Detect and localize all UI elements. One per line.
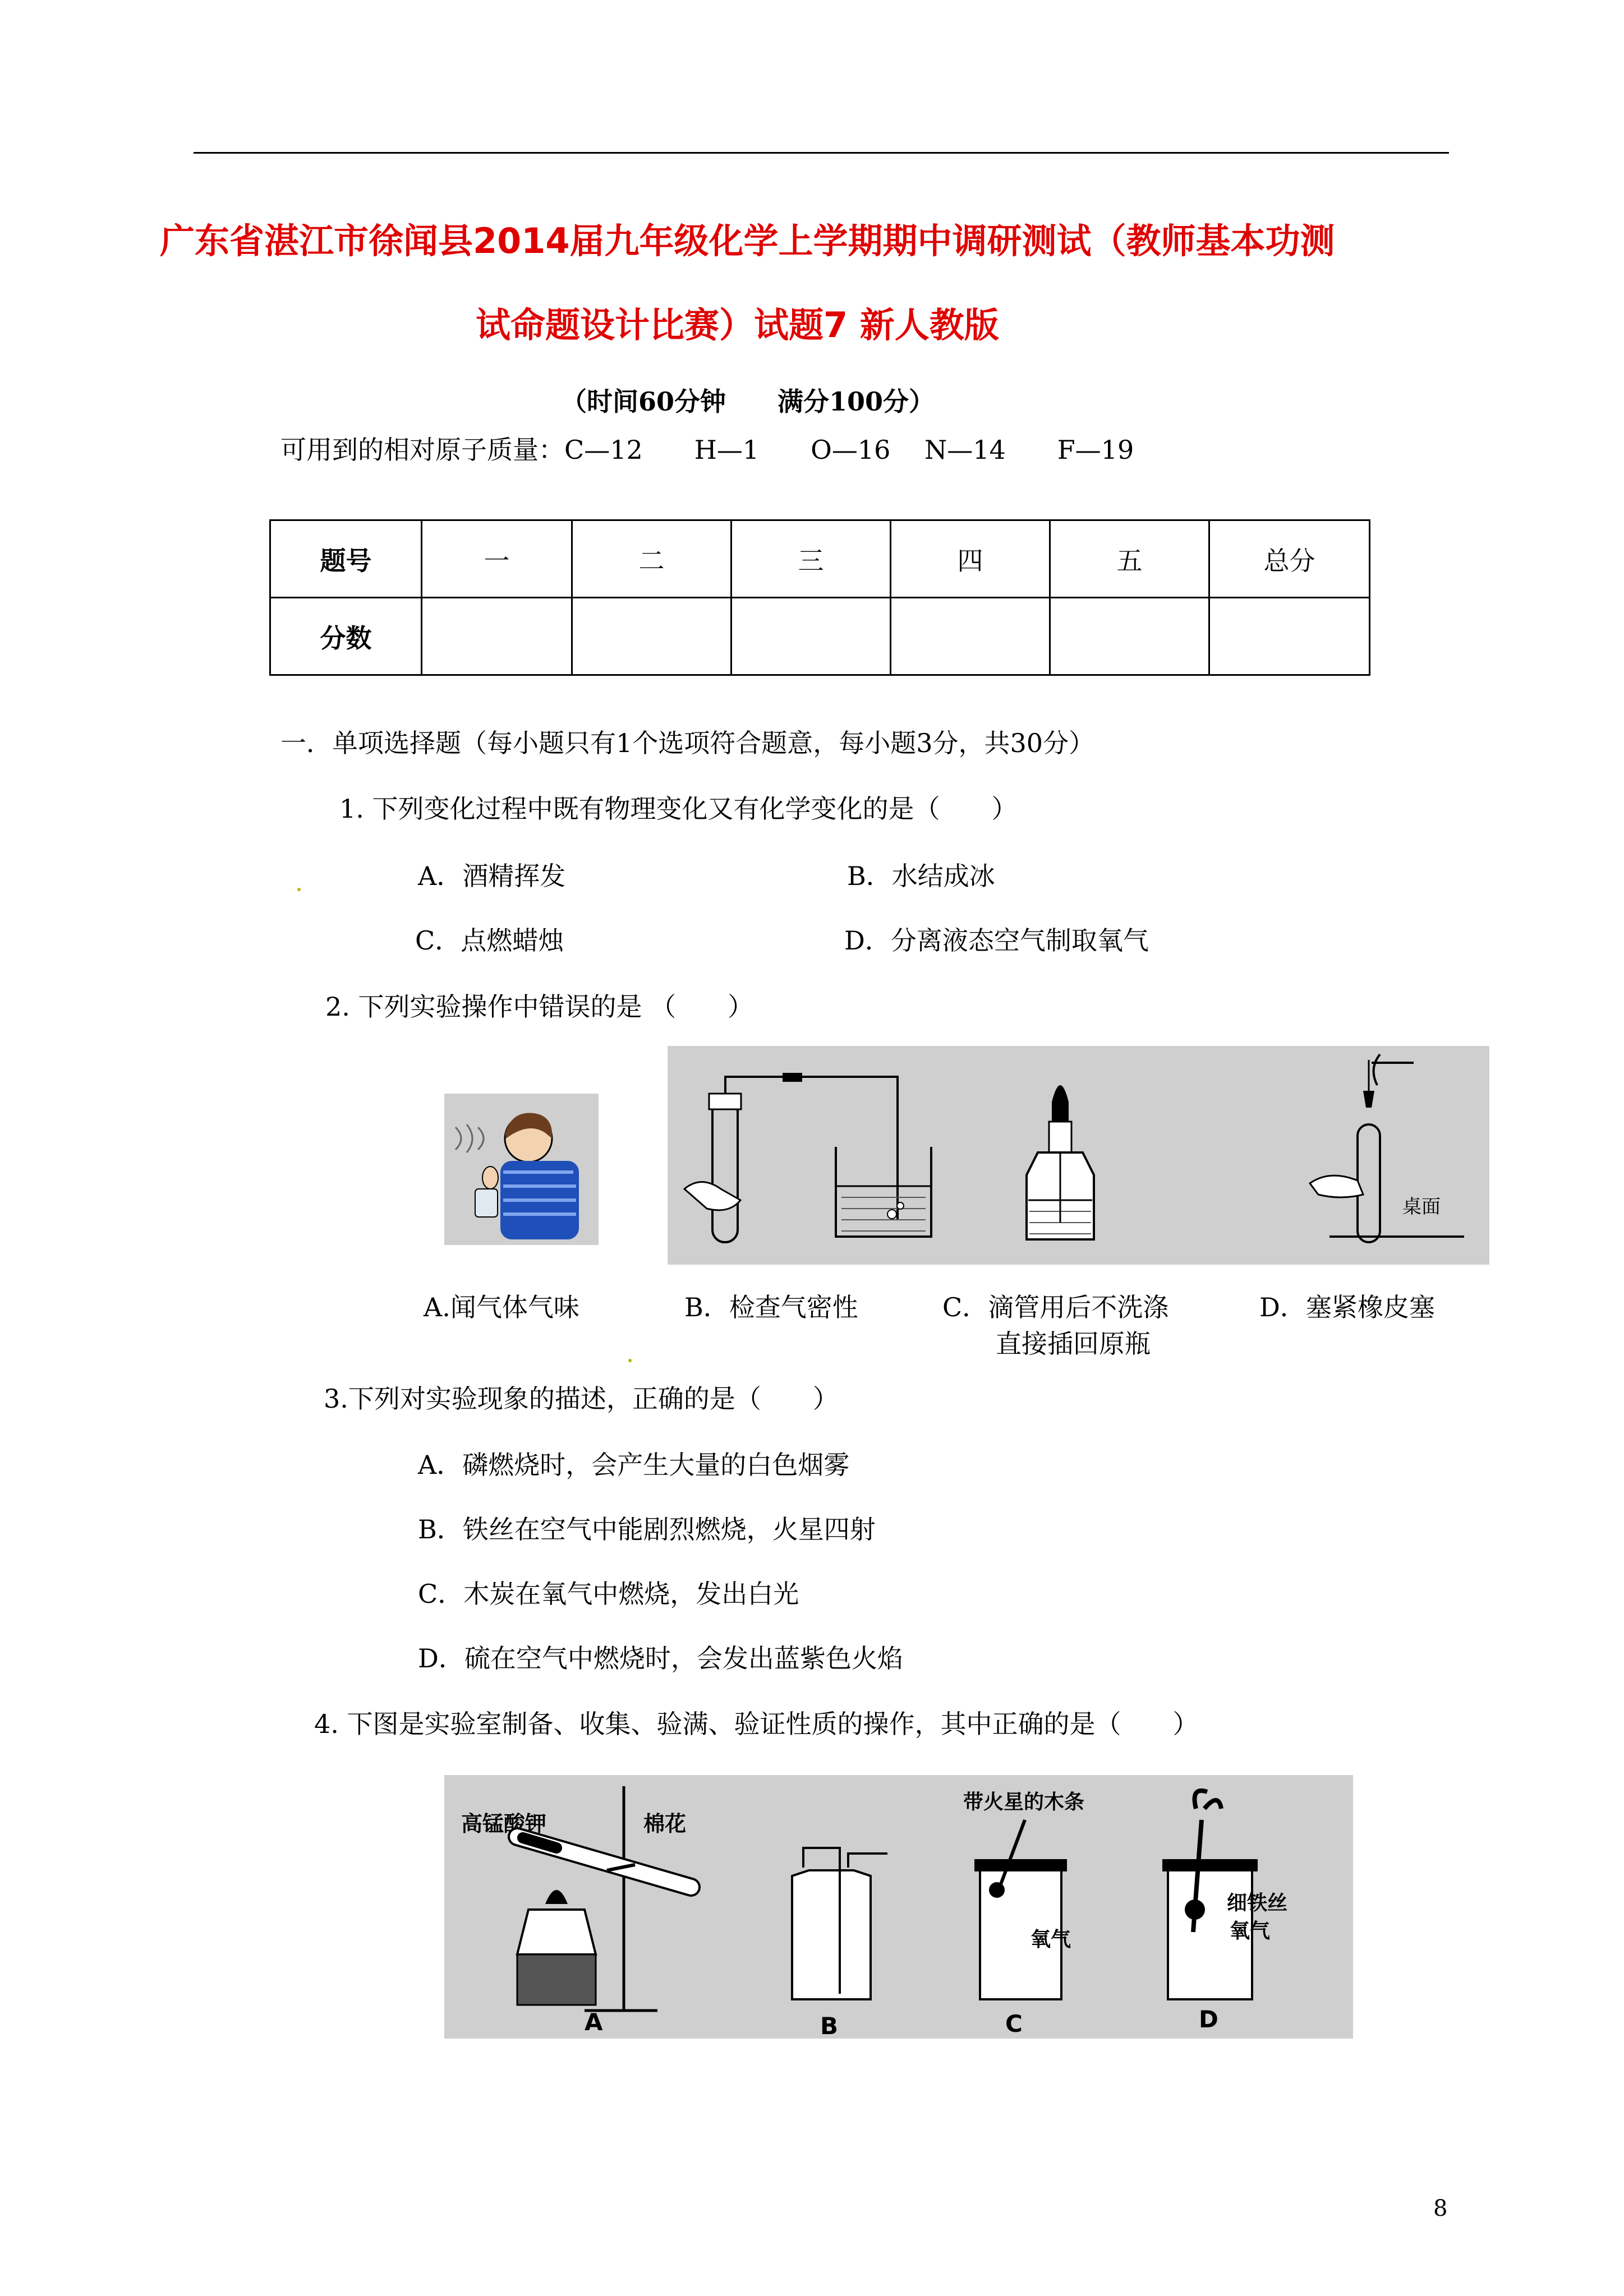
score-table bbox=[269, 519, 1370, 676]
q2-apparatus-figure bbox=[668, 1046, 1489, 1265]
score-cell bbox=[422, 598, 572, 675]
score-table-header-row bbox=[270, 520, 1370, 598]
atomic-mass-line: 可用到的相对原子质量：C—12 H—1 O—16 N—14 F—19 bbox=[280, 435, 1134, 465]
q1-option-b: B．水结成冰 bbox=[847, 861, 995, 891]
splint-label: 带火星的木条 bbox=[963, 1791, 1085, 1814]
oxygen-label-d: 氧气 bbox=[1230, 1920, 1271, 1943]
column-header: 三 bbox=[732, 520, 891, 598]
column-header: 五 bbox=[1050, 520, 1209, 598]
q1-option-c: C．点燃蜡烛 bbox=[415, 925, 564, 956]
page-number: 8 bbox=[1433, 2196, 1448, 2221]
q1-option-d: D．分离液态空气制取氧气 bbox=[844, 925, 1149, 956]
cotton-label: 棉花 bbox=[643, 1811, 687, 1836]
q2-option-b: B．检查气密性 bbox=[684, 1292, 858, 1322]
row-header-cell: 题号 bbox=[270, 520, 422, 598]
column-header: 二 bbox=[572, 520, 732, 598]
column-header: 总分 bbox=[1209, 520, 1370, 598]
fig-label-a: A bbox=[585, 2008, 603, 2036]
score-cell bbox=[572, 598, 732, 675]
q4-apparatus-illustration bbox=[444, 1775, 1353, 2039]
header-rule bbox=[194, 152, 1449, 154]
column-header: 四 bbox=[891, 520, 1050, 598]
speck-mark bbox=[297, 888, 301, 891]
desk-label: 桌面 bbox=[1402, 1196, 1441, 1218]
speck-mark bbox=[628, 1359, 632, 1362]
q2-option-c-line-2: 直接插回原瓶 bbox=[996, 1329, 1151, 1359]
fig-label-c: C bbox=[1005, 2010, 1023, 2037]
score-row-label: 分数 bbox=[270, 598, 422, 675]
smell-gas-figure bbox=[444, 1094, 599, 1245]
q1-stem: 1. 下列变化过程中既有物理变化又有化学变化的是（ ） bbox=[339, 794, 1018, 824]
q2-apparatus-illustration bbox=[668, 1046, 1489, 1265]
q2-option-a: A.闻气体气味 bbox=[424, 1292, 579, 1322]
smell-gas-illustration bbox=[444, 1094, 599, 1245]
fig-label-d: D bbox=[1199, 2005, 1218, 2033]
q4-apparatus-figure bbox=[444, 1775, 1353, 2039]
q1-option-a: A．酒精挥发 bbox=[418, 861, 566, 891]
score-table-score-row bbox=[270, 598, 1370, 675]
q3-option-a: A．磷燃烧时，会产生大量的白色烟雾 bbox=[418, 1450, 850, 1480]
score-cell bbox=[891, 598, 1050, 675]
section-1-heading: 一．单项选择题（每小题只有1个选项符合题意，每小题3分，共30分） bbox=[280, 728, 1095, 758]
q2-stem: 2. 下列实验操作中错误的是 （ ） bbox=[325, 992, 754, 1022]
q3-option-d: D．硫在空气中燃烧时，会发出蓝紫色火焰 bbox=[418, 1643, 903, 1673]
q3-option-b: B．铁丝在空气中能剧烈燃烧，火星四射 bbox=[418, 1514, 876, 1545]
q3-option-c: C．木炭在氧气中燃烧，发出白光 bbox=[418, 1579, 799, 1609]
q3-stem: 3.下列对实验现象的描述，正确的是（ ） bbox=[324, 1384, 839, 1414]
kmno4-label: 高锰酸钾 bbox=[461, 1811, 547, 1836]
oxygen-label-c: 氧气 bbox=[1030, 1928, 1071, 1951]
q2-option-d: D．塞紧橡皮塞 bbox=[1259, 1292, 1435, 1322]
title-line-1: 广东省湛江市徐闻县2014届九年级化学上学期期中调研测试（教师基本功测 bbox=[160, 220, 1335, 261]
q4-stem: 4. 下图是实验室制备、收集、验满、验证性质的操作，其中正确的是（ ） bbox=[314, 1709, 1199, 1739]
score-cell bbox=[732, 598, 891, 675]
q2-option-c-line-1: C．滴管用后不洗涤 bbox=[942, 1292, 1169, 1322]
score-cell bbox=[1050, 598, 1209, 675]
fig-label-b: B bbox=[820, 2012, 839, 2039]
exam-time-info: （时间60分钟 满分100分） bbox=[561, 386, 935, 417]
score-cell bbox=[1209, 598, 1370, 675]
column-header: 一 bbox=[422, 520, 572, 598]
iron-wire-label: 细铁丝 bbox=[1227, 1892, 1288, 1915]
title-line-2: 试命题设计比赛）试题7 新人教版 bbox=[476, 305, 999, 345]
